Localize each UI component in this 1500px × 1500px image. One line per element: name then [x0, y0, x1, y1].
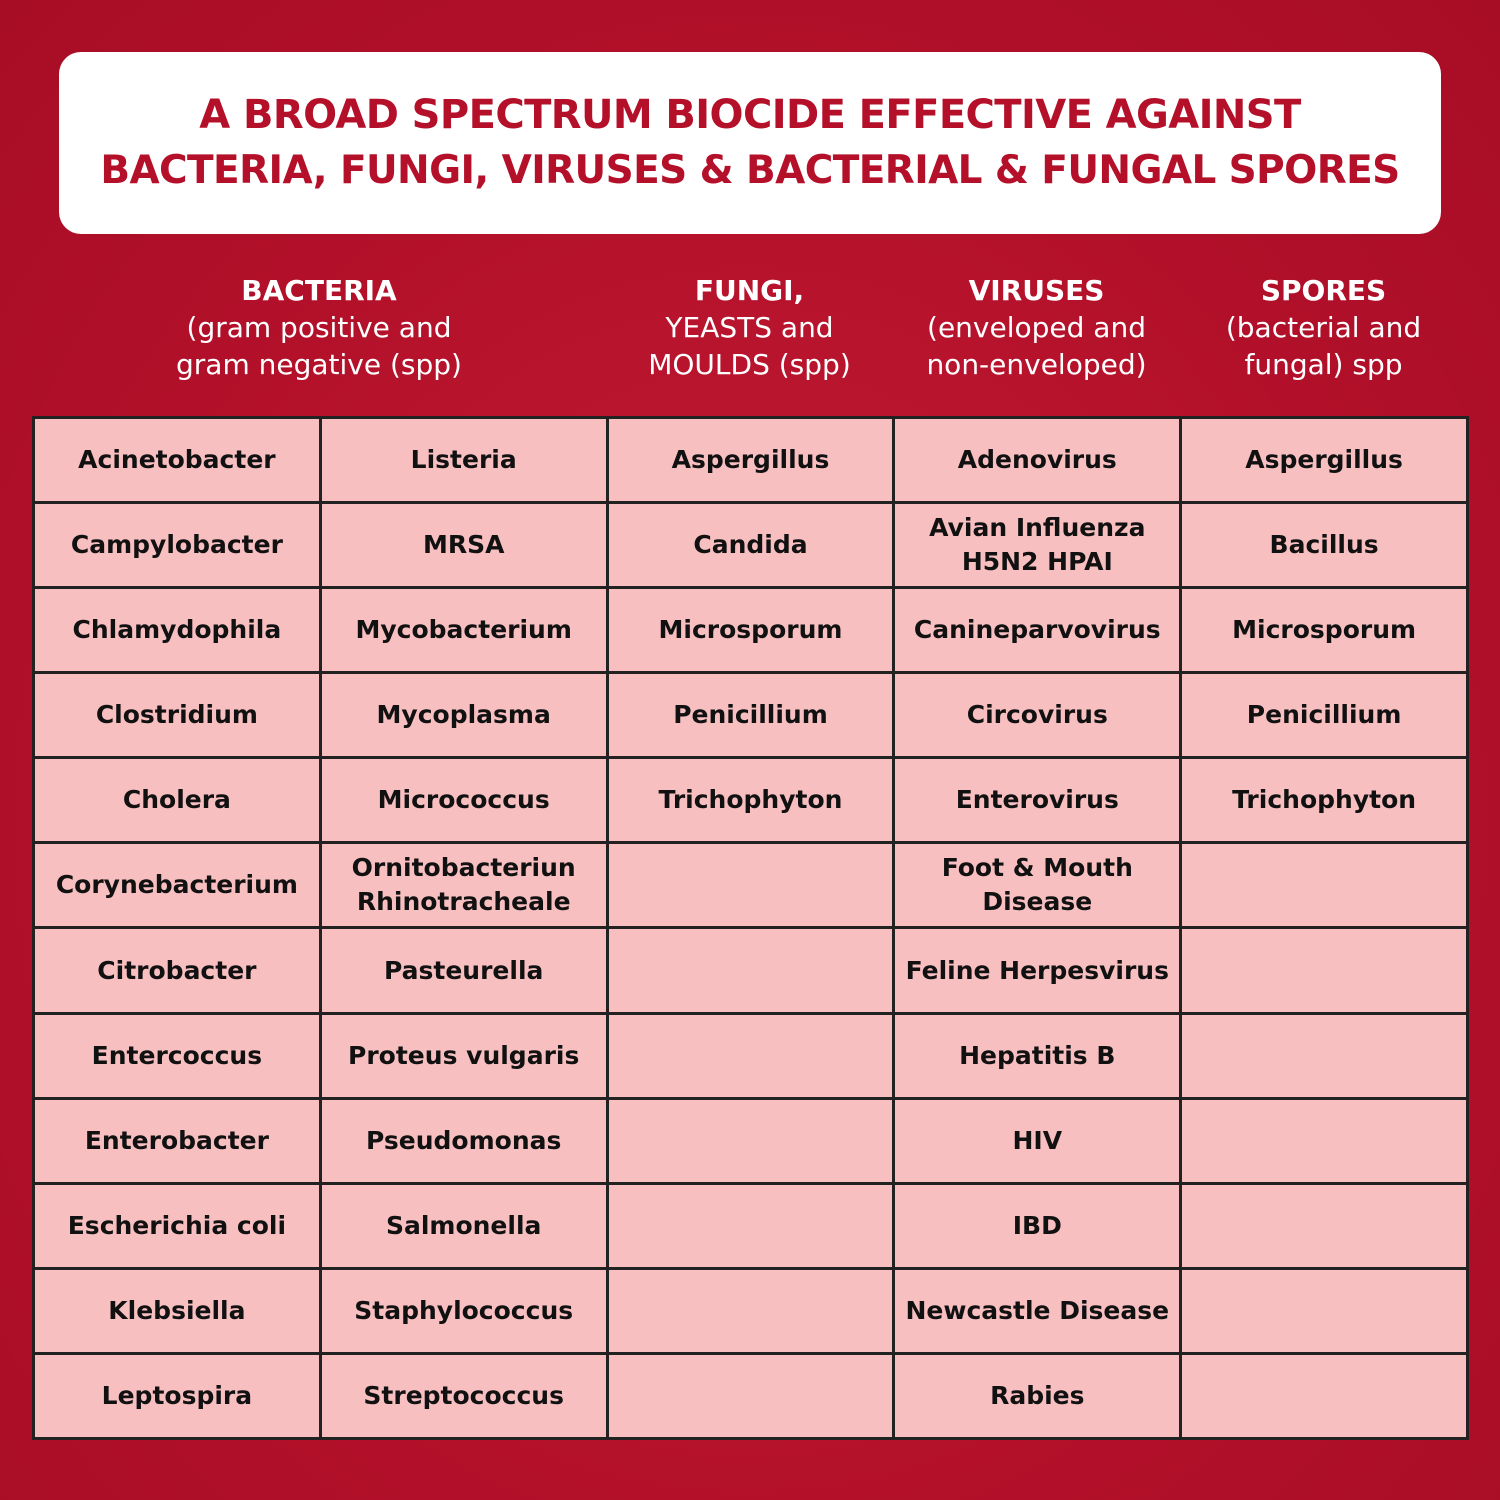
table-cell-fungi [607, 588, 894, 673]
organism-name: Campylobacter [70, 530, 283, 560]
organism-name: Microsporum [658, 615, 843, 645]
header-viruses [893, 272, 1180, 383]
table-row [34, 843, 1468, 928]
organism-name: Aspergillus [671, 445, 830, 475]
table-cell-fungi [607, 1268, 894, 1353]
header-viruses-sub2: non-enveloped) [926, 348, 1147, 381]
organism-name: Adenovirus [957, 445, 1117, 475]
table-cell-viruses [894, 503, 1181, 588]
organism-name: Bacillus [1269, 530, 1379, 560]
organism-name: Ornitobacteriun Rhinotracheale [351, 853, 576, 917]
table-cell-fungi [607, 418, 894, 503]
organism-name: HIV [1012, 1125, 1063, 1155]
table-cell-fungi [607, 1013, 894, 1098]
organism-name: Newcastle Disease [905, 1295, 1170, 1325]
table-cell-spores [1181, 418, 1468, 503]
table-row [34, 1268, 1468, 1353]
organism-name: Staphylococcus [354, 1295, 574, 1325]
table-cell-fungi [607, 1098, 894, 1183]
organism-name: Trichophyton [1232, 785, 1417, 815]
table-cell-viruses [894, 1098, 1181, 1183]
table-cell-spores [1181, 1268, 1468, 1353]
organism-name: Leptospira [101, 1380, 253, 1410]
table-row [34, 418, 1468, 503]
header-bacteria-title: BACTERIA [241, 274, 397, 307]
table-row [34, 758, 1468, 843]
table-cell-spores [1181, 1353, 1468, 1438]
header-bacteria [32, 272, 606, 383]
title-card [59, 52, 1441, 234]
header-bacteria-sub2: gram negative (spp) [176, 348, 462, 381]
table-cell-bacteria-a [34, 843, 321, 928]
table-row [34, 503, 1468, 588]
table-cell-viruses [894, 1353, 1181, 1438]
organism-name: Entercoccus [91, 1040, 263, 1070]
organism-name: MRSA [422, 530, 505, 560]
organism-name: Corynebacterium [55, 870, 298, 900]
table-cell-fungi [607, 843, 894, 928]
organism-name: Enterobacter [84, 1125, 269, 1155]
title-line-2: BACTERIA, FUNGI, VIRUSES & BACTERIAL & FUNGAL SPORES [100, 148, 1400, 193]
organism-name: Microsporum [1232, 615, 1417, 645]
organism-name: IBD [1012, 1210, 1062, 1240]
header-spores-sub1: (bacterial and [1225, 311, 1422, 344]
table-cell-viruses [894, 758, 1181, 843]
organism-name: Micrococcus [377, 785, 550, 815]
table-cell-bacteria-b [320, 1268, 607, 1353]
table-row [34, 588, 1468, 673]
header-bacteria-sub1: (gram positive and [186, 311, 452, 344]
table-cell-spores [1181, 588, 1468, 673]
table-row [34, 928, 1468, 1013]
organism-name: Enterovirus [955, 785, 1119, 815]
table-cell-bacteria-a [34, 503, 321, 588]
header-fungi-sub1: YEASTS and [665, 311, 834, 344]
table-cell-viruses [894, 1183, 1181, 1268]
table-cell-fungi [607, 1183, 894, 1268]
organism-name: Pasteurella [383, 955, 544, 985]
title-line-1: A BROAD SPECTRUM BIOCIDE EFFECTIVE AGAINST [199, 92, 1301, 138]
table-cell-viruses [894, 1268, 1181, 1353]
table-cell-bacteria-b [320, 928, 607, 1013]
table-cell-fungi [607, 928, 894, 1013]
table-row [34, 1013, 1468, 1098]
table-cell-bacteria-a [34, 1183, 321, 1268]
organism-name: Circovirus [966, 700, 1108, 730]
table-cell-bacteria-b [320, 1183, 607, 1268]
table-cell-bacteria-b [320, 1013, 607, 1098]
table-cell-viruses [894, 843, 1181, 928]
table-row [34, 673, 1468, 758]
table-cell-spores [1181, 843, 1468, 928]
table-cell-fungi [607, 1353, 894, 1438]
organism-name: Citrobacter [97, 955, 257, 985]
organism-name: Streptococcus [363, 1380, 564, 1410]
organism-name: Listeria [410, 445, 517, 475]
organism-table-body [34, 418, 1468, 1439]
table-cell-bacteria-b [320, 503, 607, 588]
header-spores-title: SPORES [1260, 274, 1387, 307]
table-row [34, 1098, 1468, 1183]
table-cell-bacteria-b [320, 843, 607, 928]
table-cell-bacteria-a [34, 418, 321, 503]
organism-name: Aspergillus [1245, 445, 1403, 475]
header-viruses-sub1: (enveloped and [927, 311, 1146, 344]
table-cell-viruses [894, 928, 1181, 1013]
organism-name: Rabies [990, 1380, 1085, 1410]
organism-name: Mycoplasma [376, 700, 551, 730]
table-cell-viruses [894, 418, 1181, 503]
table-cell-spores [1181, 928, 1468, 1013]
organism-name: Escherichia coli [67, 1210, 287, 1240]
organism-name: Acinetobacter [78, 445, 276, 475]
header-spores [1180, 272, 1467, 383]
organism-name: Salmonella [385, 1210, 542, 1240]
table-cell-viruses [894, 588, 1181, 673]
table-cell-bacteria-a [34, 758, 321, 843]
table-cell-bacteria-a [34, 588, 321, 673]
table-cell-spores [1181, 758, 1468, 843]
table-cell-spores [1181, 1183, 1468, 1268]
organism-name: Clostridium [95, 700, 258, 730]
organism-name: Proteus vulgaris [348, 1040, 580, 1070]
organism-name: Foot & Mouth Disease [941, 853, 1133, 917]
table-cell-fungi [607, 758, 894, 843]
organism-table [32, 416, 1469, 1440]
organism-name: Canineparvovirus [913, 615, 1161, 645]
organism-name: Hepatitis B [959, 1040, 1116, 1070]
header-fungi [606, 272, 893, 383]
table-cell-fungi [607, 503, 894, 588]
organism-name: Feline Herpesvirus [905, 955, 1169, 985]
organism-name: Penicillium [1246, 700, 1402, 730]
table-cell-bacteria-a [34, 1268, 321, 1353]
table-cell-bacteria-a [34, 1098, 321, 1183]
organism-name: Avian Influenza H5N2 HPAI [929, 513, 1146, 577]
organism-name: Klebsiella [108, 1295, 246, 1325]
organism-name: Mycobacterium [355, 615, 572, 645]
header-fungi-title: FUNGI, [694, 274, 805, 307]
organism-name: Chlamydophila [72, 615, 282, 645]
table-cell-spores [1181, 503, 1468, 588]
table-cell-bacteria-a [34, 928, 321, 1013]
header-viruses-title: VIRUSES [968, 274, 1105, 307]
table-cell-bacteria-a [34, 1353, 321, 1438]
table-cell-spores [1181, 673, 1468, 758]
table-cell-bacteria-b [320, 1098, 607, 1183]
header-fungi-sub2: MOULDS (spp) [648, 348, 851, 381]
table-cell-fungi [607, 673, 894, 758]
table-cell-viruses [894, 1013, 1181, 1098]
header-spores-sub2: fungal) spp [1244, 348, 1403, 381]
table-row [34, 1183, 1468, 1268]
table-cell-spores [1181, 1013, 1468, 1098]
table-cell-bacteria-b [320, 588, 607, 673]
table-cell-bacteria-b [320, 758, 607, 843]
organism-name: Trichophyton [658, 785, 843, 815]
table-row [34, 1353, 1468, 1438]
organism-name: Penicillium [673, 700, 828, 730]
organism-name: Pseudomonas [366, 1125, 562, 1155]
table-cell-bacteria-a [34, 673, 321, 758]
organism-name: Cholera [122, 785, 231, 815]
table-cell-spores [1181, 1098, 1468, 1183]
table-cell-bacteria-a [34, 1013, 321, 1098]
organism-name: Candida [693, 530, 808, 560]
table-cell-bacteria-b [320, 1353, 607, 1438]
table-cell-bacteria-b [320, 418, 607, 503]
column-headers [32, 272, 1468, 392]
table-cell-viruses [894, 673, 1181, 758]
table-cell-bacteria-b [320, 673, 607, 758]
